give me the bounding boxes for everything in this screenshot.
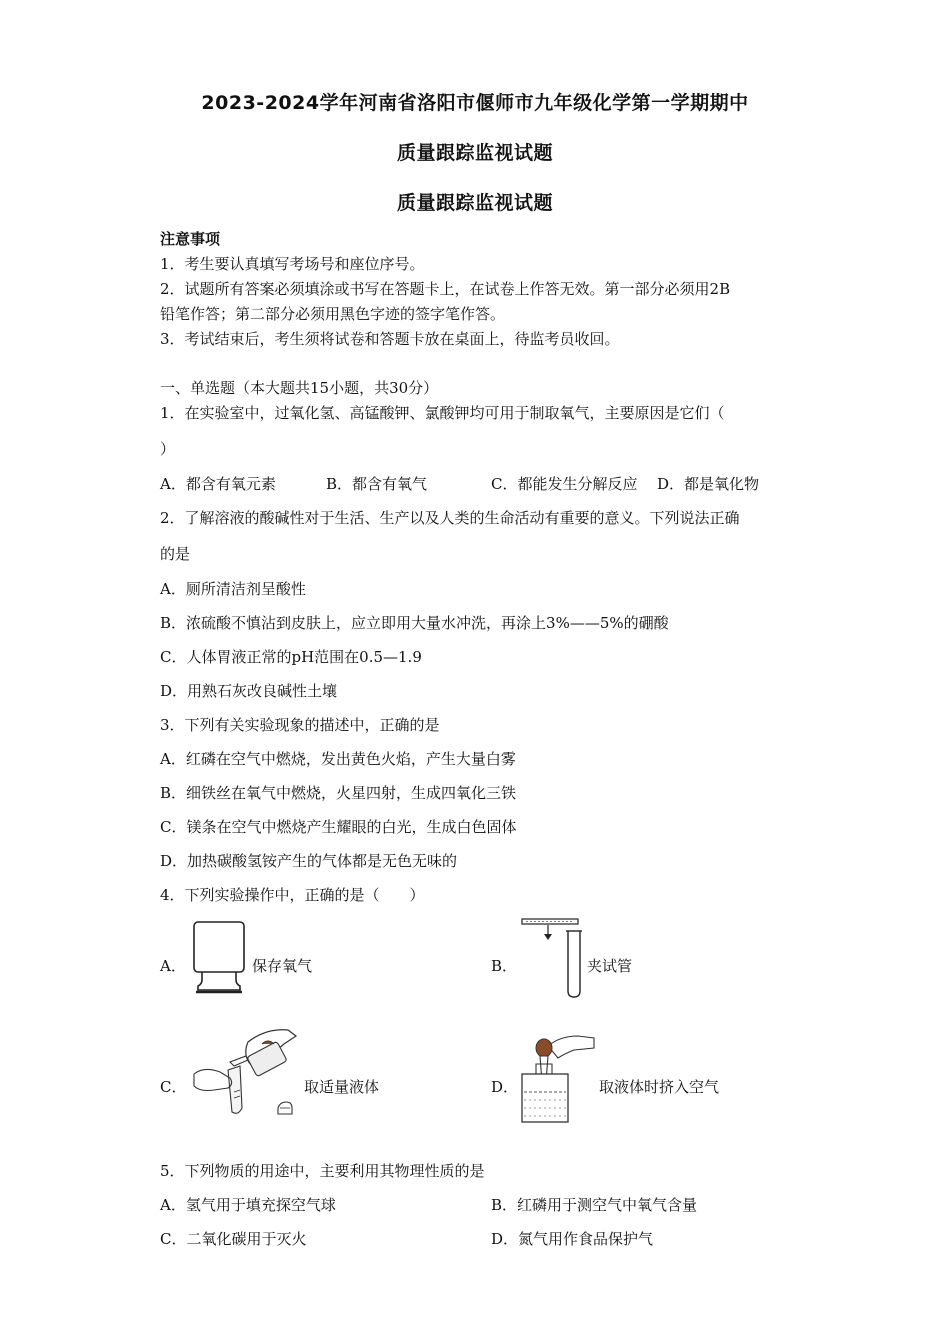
q3-option-a: A．红磷在空气中燃烧，发出黄色火焰，产生大量白雾 <box>160 750 516 768</box>
q4-option-d-label: 取液体时挤入空气 <box>599 1078 720 1096</box>
q5-option-b: B．红磷用于测空气中氧气含量 <box>491 1196 698 1214</box>
q3-option-c: C．镁条在空气中燃烧产生耀眼的白光，生成白色固体 <box>160 818 517 836</box>
q4-option-d-letter: D． <box>491 1078 519 1096</box>
q5-stem: 5．下列物质的用途中，主要利用其物理性质的是 <box>160 1162 485 1180</box>
title-line-3: 质量跟踪监视试题 <box>396 192 553 214</box>
q2-option-a: A．厕所清洁剂呈酸性 <box>160 580 306 598</box>
q3-option-d: D．加热碳酸氢铵产生的气体都是无色无味的 <box>160 852 458 870</box>
test-tube-holder-icon <box>518 915 586 1003</box>
title-line-1: 2023-2024学年河南省洛阳市偃师市九年级化学第一学期期中 <box>201 92 749 114</box>
q5-option-c: C．二氧化碳用于灭火 <box>160 1230 307 1248</box>
q1-option-a: A．都含有氧元素 <box>160 475 276 493</box>
q1-stem: 1．在实验室中，过氧化氢、高锰酸钾、氯酸钾均可用于制取氧气，主要原因是它们（ <box>160 404 725 422</box>
q1-option-c: C．都能发生分解反应 <box>491 475 638 493</box>
q4-stem: 4．下列实验操作中，正确的是（ ） <box>160 886 425 904</box>
q2-option-b: B．浓硫酸不慎沾到皮肤上，应立即用大量水冲洗，再涂上3%——5%的硼酸 <box>160 614 669 632</box>
q4-option-a-letter: A． <box>160 957 186 975</box>
gas-jar-icon <box>188 918 250 1000</box>
q4-option-b-letter: B． <box>491 957 518 975</box>
q4-option-c-label: 取适量液体 <box>304 1078 380 1096</box>
notice-item: 3．考试结束后，考生须将试卷和答题卡放在桌面上，待监考员收回。 <box>160 330 620 348</box>
q2-stem-end: 的是 <box>160 545 191 563</box>
pouring-liquid-icon <box>188 1022 300 1126</box>
q5-option-d: D．氮气用作食品保护气 <box>491 1230 654 1248</box>
q2-option-c: C．人体胃液正常的pH范围在0.5—1.9 <box>160 648 422 666</box>
q1-option-b: B．都含有氧气 <box>326 475 428 493</box>
notice-item: 2．试题所有答案必须填涂或书写在答题卡上，在试卷上作答无效。第一部分必须用2B <box>160 280 731 298</box>
q1-option-d: D．都是氧化物 <box>657 475 760 493</box>
q4-option-a-label: 保存氧气 <box>252 957 313 975</box>
notice-item: 1．考生要认真填写考场号和座位序号。 <box>160 255 425 273</box>
notice-item: 铅笔作答；第二部分必须用黑色字迹的签字笔作答。 <box>160 305 506 323</box>
q1-stem-end: ） <box>160 440 176 458</box>
dropper-bottle-icon <box>518 1024 598 1132</box>
q2-stem: 2．了解溶液的酸碱性对于生活、生产以及人类的生命活动有重要的意义。下列说法正确 <box>160 509 740 527</box>
notice-heading: 注意事项 <box>160 230 221 248</box>
title-line-2: 质量跟踪监视试题 <box>396 142 553 164</box>
q4-option-c-letter: C． <box>160 1078 187 1096</box>
q5-option-a: A．氢气用于填充探空气球 <box>160 1196 336 1214</box>
q3-option-b: B．细铁丝在氧气中燃烧，火星四射，生成四氧化三铁 <box>160 784 517 802</box>
section-heading: 一、单选题（本大题共15小题，共30分） <box>160 379 439 397</box>
q3-stem: 3．下列有关实验现象的描述中，正确的是 <box>160 716 440 734</box>
q4-option-b-label: 夹试管 <box>587 957 633 975</box>
q2-option-d: D．用熟石灰改良碱性土壤 <box>160 682 338 700</box>
